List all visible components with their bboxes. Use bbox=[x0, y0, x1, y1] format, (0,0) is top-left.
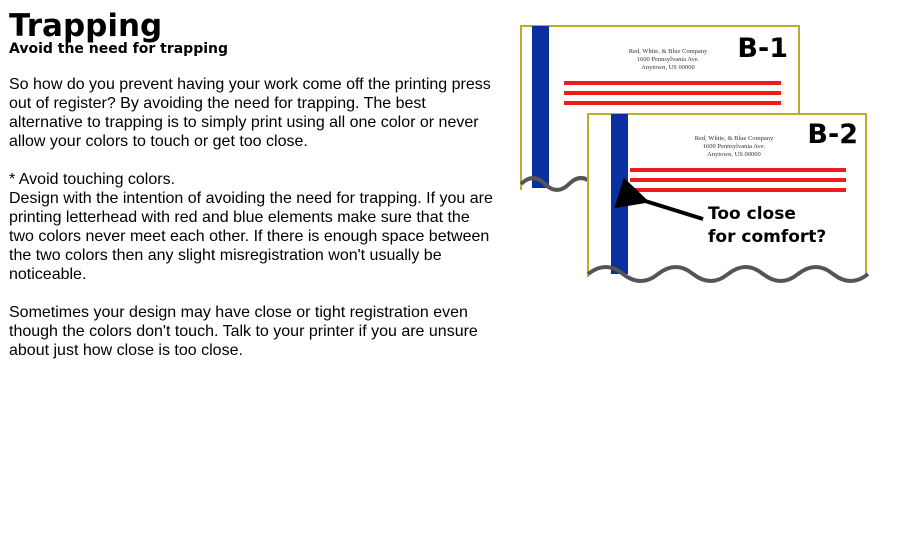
letterhead-card-b2 bbox=[588, 114, 868, 281]
card-b1-red-stripe-3 bbox=[564, 101, 781, 105]
tip-paragraph bbox=[9, 170, 494, 284]
trapping-illustration bbox=[518, 22, 870, 284]
card-b2-label: B-2 bbox=[807, 119, 858, 150]
tip-body: Design with the intention of avoiding the need for trapping. If you are printing letterhead with red and blue elements make sure that the two colors never meet each other. If there is enough space between the two colors then any slight misregistration won't usually be noticeable. bbox=[9, 190, 493, 283]
card-b2-red-stripe-3 bbox=[630, 188, 846, 192]
tip-heading: * Avoid touching colors. bbox=[9, 171, 176, 188]
callout-line-1: Too close bbox=[708, 204, 796, 224]
page-subtitle: Avoid the need for trapping bbox=[9, 41, 229, 57]
article bbox=[9, 8, 494, 379]
card-b2-red-stripe-1 bbox=[630, 168, 846, 172]
card-b2-blue-bar bbox=[611, 114, 628, 274]
card-b1-street: 1600 Pennsylvania Ave. bbox=[636, 56, 700, 63]
card-b2-company: Red, White, & Blue Company bbox=[694, 135, 774, 142]
card-b1-city: Anytown, US 00000 bbox=[641, 64, 695, 71]
card-b2-city: Anytown, US 00000 bbox=[707, 151, 761, 158]
callout-line-2: for comfort? bbox=[708, 227, 827, 247]
card-b1-label: B-1 bbox=[737, 33, 788, 64]
card-b1-company: Red, White, & Blue Company bbox=[628, 48, 708, 55]
card-b1-red-stripe-1 bbox=[564, 81, 781, 85]
card-b1-blue-bar bbox=[532, 26, 549, 188]
card-b1-red-stripe-2 bbox=[564, 91, 781, 95]
card-b2-street: 1600 Pennsylvania Ave. bbox=[702, 143, 766, 150]
page-title: Trapping bbox=[9, 8, 163, 44]
card-b2-red-stripe-2 bbox=[630, 178, 846, 182]
closing-paragraph: Sometimes your design may have close or tight registration even though the colors don't touch. Talk to your printer if you are unsure about just how close is too close. bbox=[9, 304, 478, 359]
intro-paragraph: So how do you prevent having your work come off the printing press out of register? By avoiding the need for trapping. The best alternative to trapping is to simply print using all one color or never allow your colors to touch or get too close. bbox=[9, 76, 491, 150]
